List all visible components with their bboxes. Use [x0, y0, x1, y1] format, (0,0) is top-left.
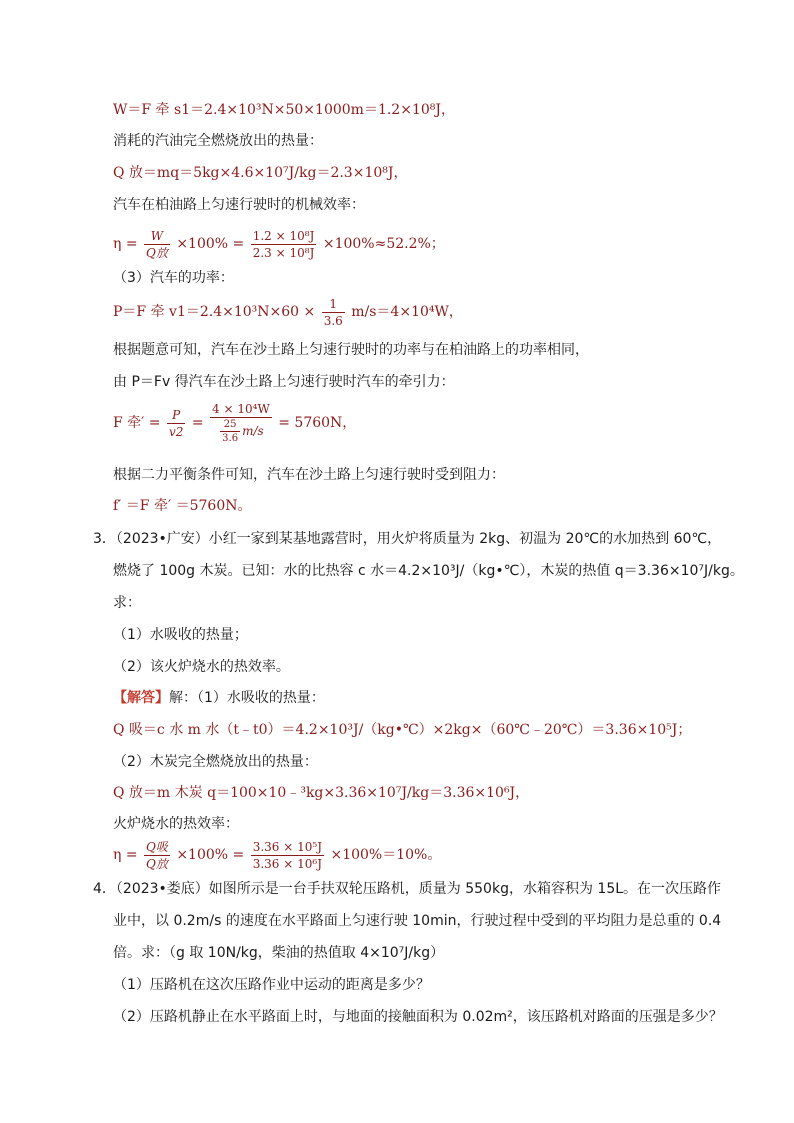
- solution-line-balance: 根据二力平衡条件可知，汽车在沙土路上匀速行驶时受到阻力：: [113, 467, 505, 483]
- answer-line-charcoal-heat: Q 放＝m 木炭 q＝100×10﹣³kg×3.36×10⁷J/kg＝3.36×10⁶J，: [113, 785, 530, 801]
- question-3-part-1: （1）水吸收的热量；: [113, 627, 248, 643]
- eq2-frac-den: 3.6: [323, 313, 343, 328]
- eq3-eq: =: [191, 415, 204, 431]
- equation-efficiency-2: [113, 839, 441, 871]
- eq3-nested-fraction: [220, 419, 240, 444]
- equation-power: [113, 296, 463, 328]
- eq4-frac-b-num: 3.36 × 10⁵J: [252, 839, 323, 854]
- eq2-rhs: m/s＝4×10⁴W，: [351, 304, 463, 320]
- eq1-frac-a-num: W: [144, 229, 170, 245]
- solution-line-heat: Q 放＝mq＝5kg×4.6×10⁷J/kg＝2.3×10⁸J，: [113, 165, 408, 181]
- answer-line-1: [113, 689, 325, 707]
- eq3-nested-num: 25: [220, 419, 240, 432]
- question-3-line-1: 3．（2023•广安）小红一家到某基地露营时，用火炉将质量为 2kg、初温为 20℃的水加热到 60℃，: [93, 531, 722, 547]
- question-3-part-2: （2）该火炉烧水的热效率。: [113, 659, 290, 675]
- equation-traction: [113, 402, 356, 444]
- eq1-mid: ×100% =: [176, 236, 245, 252]
- eq4-fraction-a: [144, 840, 170, 871]
- eq4-rhs: ×100%＝10%。: [330, 847, 442, 863]
- eq3-rhs: = 5760N，: [278, 415, 357, 431]
- question-4-line-2: 业中，以 0.2m/s 的速度在水平路面上匀速行驶 10min，行驶过程中受到的平均阻力是总重的 0.4: [113, 913, 722, 929]
- eq1-frac-b-num: 1.2 × 10⁸J: [252, 228, 315, 243]
- eq3-frac-b-num: 4 × 10⁴W: [212, 402, 270, 416]
- eq3-frac-a-den: v2: [168, 424, 184, 439]
- eq3-lhs: F 牵′ =: [113, 415, 161, 431]
- solution-line-same-power: 根据题意可知，汽车在沙土路上匀速行驶时的功率与在柏油路上的功率相同，: [113, 342, 589, 358]
- equation-efficiency-1: [113, 228, 445, 260]
- eq3-unit: m/s: [242, 424, 264, 438]
- eq1-frac-a-den: Q放: [146, 245, 168, 260]
- eq1-rhs: ×100%≈52.2%；: [322, 236, 445, 252]
- eq4-mid: ×100% =: [176, 847, 245, 863]
- eq3-nested-den: 3.6: [222, 433, 239, 444]
- eq2-frac-num: 1: [322, 297, 345, 313]
- answer-tag: 【解答】: [113, 690, 169, 706]
- eq4-fraction-b: [251, 840, 324, 871]
- question-3-line-3: 求：: [113, 595, 141, 611]
- eq1-fraction-b: [251, 229, 317, 260]
- eq4-frac-a-num: Q吸: [146, 839, 168, 854]
- solution-line-work: W＝F 牵 s1＝2.4×10³N×50×1000m＝1.2×10⁸J，: [113, 102, 455, 118]
- eq3-frac-b-den: [210, 418, 272, 444]
- eq4-lhs: η =: [113, 847, 138, 863]
- eq1-fraction-a: [144, 229, 170, 260]
- answer-line-charcoal-heading: （2）木炭完全燃烧放出的热量：: [113, 754, 318, 770]
- eq2-lhs: P＝F 牵 v1＝2.4×10³N×60 ×: [113, 304, 316, 320]
- answer-line-absorbed-heat: Q 吸＝c 水 m 水（t﹣t0）＝4.2×10³J/（kg•℃）×2kg×（60℃﹣20℃）＝3.36×10⁵J；: [113, 722, 692, 738]
- question-4-line-3: 倍。求：（g 取 10N/kg，柴油的热值取 4×10⁷J/kg）: [113, 945, 445, 961]
- answer-intro: 解：（1）水吸收的热量：: [169, 690, 325, 706]
- eq1-frac-b-den: 2.3 × 10⁸J: [252, 245, 315, 260]
- solution-line-power-heading: （3）汽车的功率：: [113, 270, 234, 286]
- question-3-line-2: 燃烧了 100g 木炭。已知：水的比热容 c 水＝4.2×10³J/（kg•℃），木炭的热值 q＝3.36×10⁷J/kg。: [113, 563, 744, 579]
- eq3-frac-a-num: P: [167, 408, 185, 424]
- answer-line-efficiency-heading: 火炉烧水的热效率：: [113, 816, 239, 832]
- solution-line-heat-heading: 消耗的汽油完全燃烧放出的热量：: [113, 133, 323, 149]
- eq3-fraction-a: [167, 408, 185, 439]
- question-4-part-2: （2）压路机静止在水平路面上时，与地面的接触面积为 0.02m²，该压路机对路面的压强是多少？: [113, 1009, 723, 1025]
- eq1-lhs: η =: [113, 236, 138, 252]
- eq4-frac-a-den: Q放: [146, 856, 168, 871]
- question-4-line-1: 4．（2023•娄底）如图所示是一台手扶双轮压路机，质量为 550kg，水箱容积为 15L。在一次压路作: [93, 881, 722, 897]
- solution-line-friction: f′ ＝F 牵′ ＝5760N。: [113, 498, 252, 514]
- solution-line-traction-heading: 由 P＝Fv 得汽车在沙土路上匀速行驶时汽车的牵引力：: [113, 374, 455, 390]
- eq2-fraction: [322, 297, 345, 328]
- question-4-part-1: （1）压路机在这次压路作业中运动的距离是多少？: [113, 977, 430, 993]
- solution-line-efficiency-heading: 汽车在柏油路上匀速行驶时的机械效率：: [113, 197, 365, 213]
- eq4-frac-b-den: 3.36 × 10⁶J: [252, 856, 323, 871]
- eq3-fraction-b: [210, 402, 272, 444]
